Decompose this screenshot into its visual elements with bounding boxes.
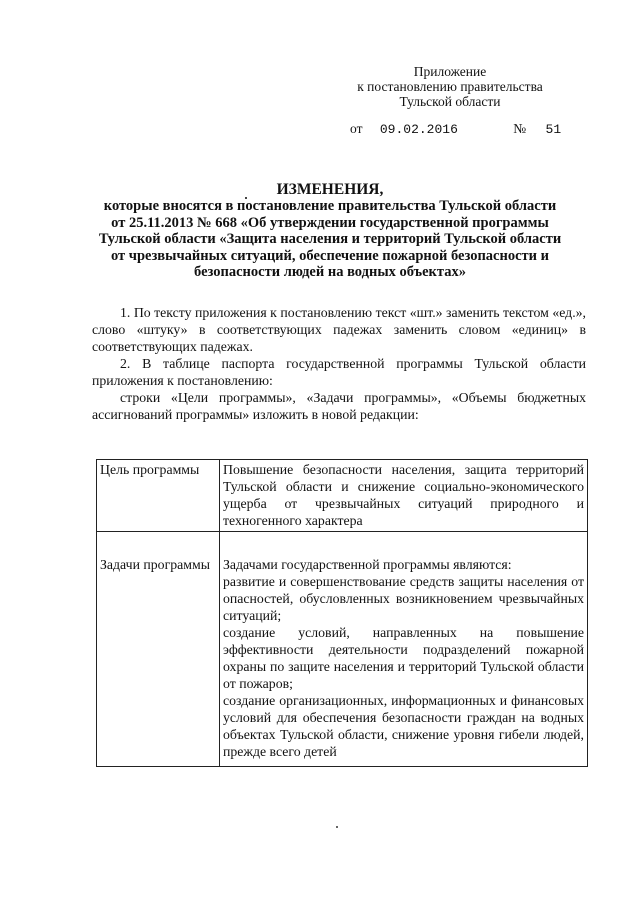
row-content-tasks bbox=[220, 532, 588, 767]
document-body bbox=[92, 304, 586, 423]
table-row bbox=[97, 532, 588, 767]
appendix-line-1: Приложение bbox=[413, 64, 487, 79]
table-row bbox=[97, 460, 588, 532]
from-label: от bbox=[350, 121, 363, 136]
appendix-line-2: к постановлению правительства bbox=[357, 79, 543, 94]
passport-table bbox=[96, 459, 588, 767]
title-heading: ИЗМЕНЕНИЯ, bbox=[276, 181, 384, 198]
tasks-intro: Задачами государственной программы являются: bbox=[223, 557, 512, 572]
paragraph-1: 1. По тексту приложения к постановлению текст «шт.» заменить текстом «ед.», слово «штуку» в соответствующих падежах заменить словом «единиц» в соответствующих падежах. bbox=[92, 305, 586, 354]
tasks-item-1: развитие и совершенствование средств защиты населения от опасностей, обусловленных возникновением чрезвычайных ситуаций; bbox=[223, 574, 584, 623]
number-label: № bbox=[513, 121, 527, 136]
registration-number: 51 bbox=[545, 122, 562, 137]
title-line-1: которые вносятся в постановление правительства Тульской области bbox=[103, 198, 557, 215]
scan-speck-bottom bbox=[336, 826, 338, 828]
tasks-item-2: создание условий, направленных на повышение эффективности деятельности подразделений пожарной охраны по защите населения и территорий Тульской области от пожаров; bbox=[223, 625, 584, 691]
title-line-4: от чрезвычайных ситуаций, обеспечение пожарной безопасности и bbox=[111, 247, 549, 264]
title-line-5: безопасности людей на водных объектах» bbox=[194, 264, 466, 281]
title-line-3: Тульской области «Защита населения и территорий Тульской области bbox=[98, 231, 562, 248]
paragraph-2: 2. В таблице паспорта государственной программы Тульской области приложения к постановлению: bbox=[92, 356, 586, 388]
row-content-goal: Повышение безопасности населения, защита территорий Тульской области и снижение социально-экономического ущерба от чрезвычайных ситуаций природного и техногенного характера bbox=[220, 460, 588, 532]
registration-date: 09.02.2016 bbox=[379, 122, 458, 137]
title-line-2: от 25.11.2013 № 668 «Об утверждении государственной программы bbox=[111, 214, 549, 231]
row-label-goal: Цель программы bbox=[97, 460, 220, 532]
row-label-tasks: Задачи программы bbox=[97, 532, 220, 767]
tasks-item-3: создание организационных, информационных и финансовых условий для обеспечения безопасности граждан на водных объектах Тульской области, снижение уровня гибели людей, прежде всего детей bbox=[223, 693, 584, 759]
registration-line bbox=[350, 121, 561, 137]
appendix-line-3: Тульской области bbox=[399, 94, 501, 109]
paragraph-3: строки «Цели программы», «Задачи программы», «Объемы бюджетных ассигнований программы» изложить в новой редакции: bbox=[92, 390, 586, 422]
document-title bbox=[80, 182, 580, 280]
appendix-header bbox=[340, 64, 560, 109]
